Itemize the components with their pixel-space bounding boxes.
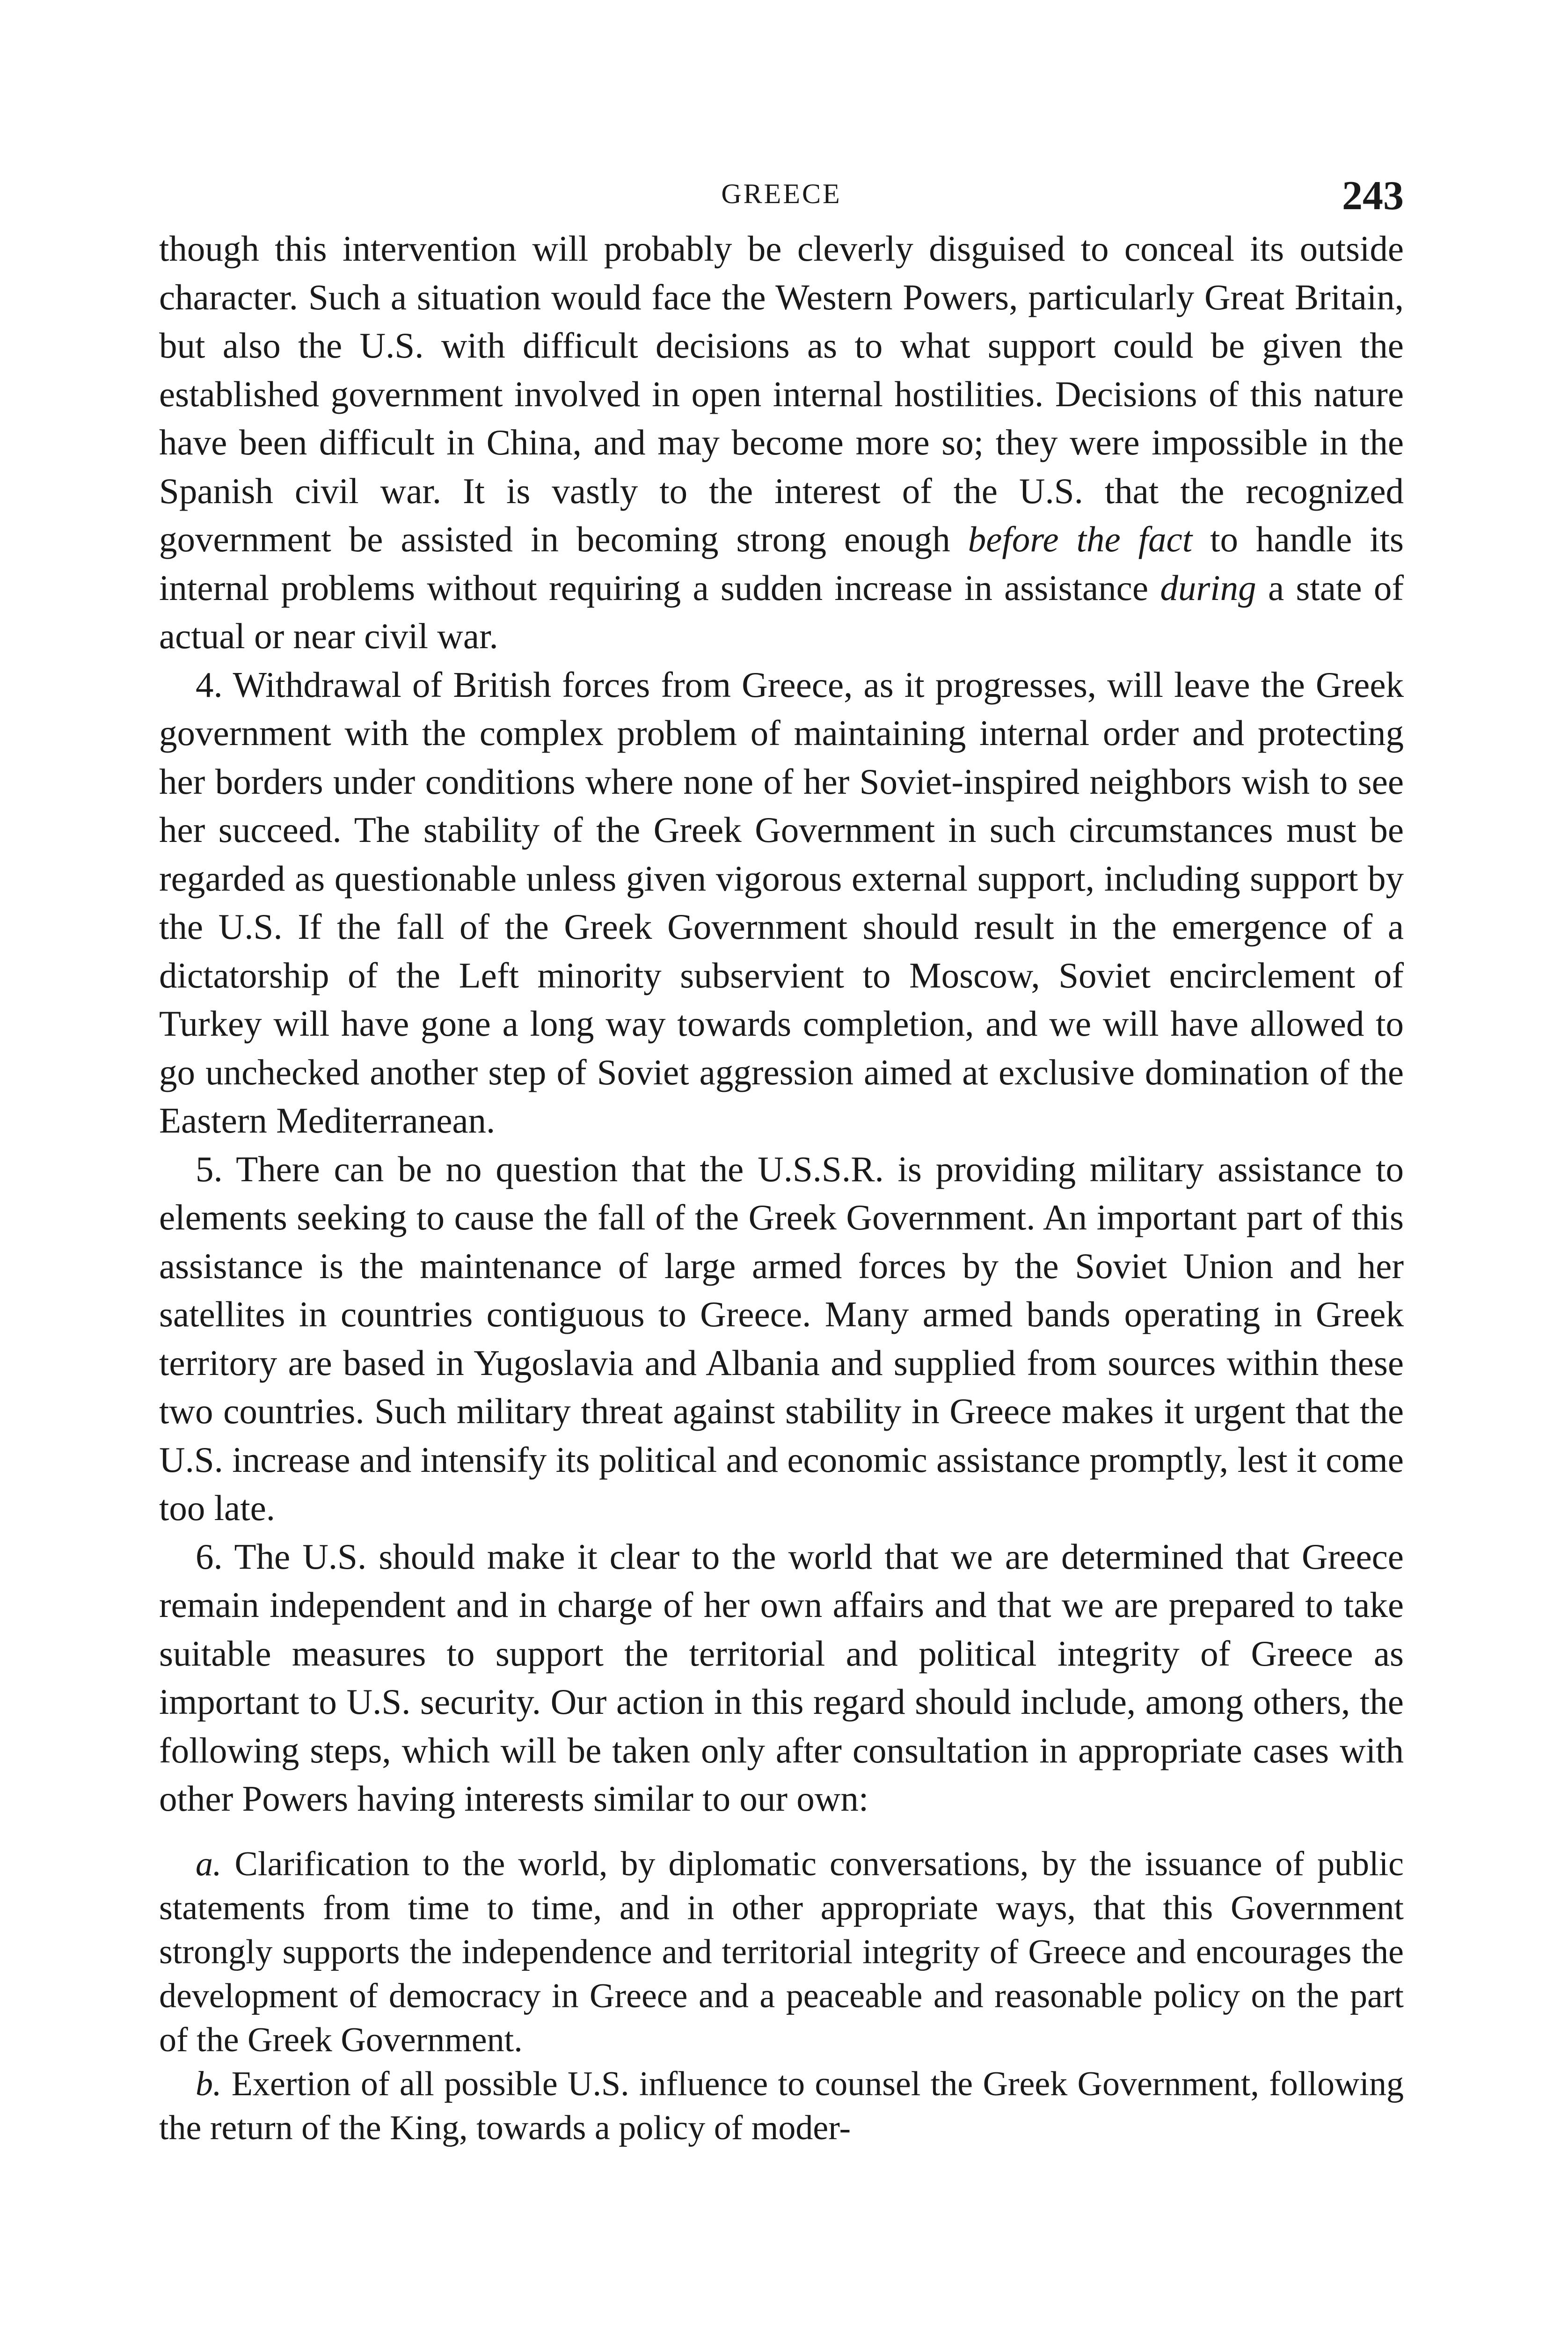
subitem-label: a. (196, 1844, 222, 1883)
paragraph-text: a state of actual or near civil war. (159, 567, 1404, 656)
paragraph-5: 5. There can be no question that the U.S.S.R. is providing military assistance to elements seeking to cause the fall of the Greek Government. An important part of this assistance is the maintenance of large armed forces by the Soviet Union and her satellites in countries contiguous to Greece. Many armed bands operating in Greek territory are based in Yugoslavia and Albania and supplied from sources within these two countries. Such military threat against stability in Greece makes it urgent that the U.S. increase and intensify its political and economic assistance promptly, lest it come too late. (159, 1148, 1404, 1528)
body-text (159, 225, 1404, 1823)
subitem-list (159, 1842, 1404, 2150)
subitem-label: b. (196, 2064, 222, 2103)
paragraph-text: to handle its internal problems without requiring a sudden increase in assistance (159, 519, 1404, 608)
paragraph-4: 4. Withdrawal of British forces from Greece, as it progresses, will leave the Greek government with the complex problem of maintaining internal order and protecting her borders under conditions where none of her Soviet-inspired neighbors wish to see her succeed. The stability of the Greek Government in such circumstances must be regarded as questionable unless given vigorous external support, including support by the U.S. If the fall of the Greek Government should result in the emergence of a dictatorship of the Left minority subservient to Moscow, Soviet encirclement of Turkey will have gone a long way towards completion, and we will have allowed to go unchecked another step of Soviet aggression aimed at exclusive domination of the Eastern Mediterranean. (159, 664, 1404, 1141)
paragraph-continued (159, 225, 1404, 661)
subitem-text: Clarification to the world, by diplomatic conversations, by the issuance of public statements from time to time, and in other appropriate ways, that this Government strongly supports the independence and territorial integrity of Greece and encourages the development of democracy in Greece and a peaceable and reasonable policy on the part of the Greek Government. (159, 1844, 1404, 2059)
italic-phrase: before the fact (968, 519, 1193, 559)
page-number: 243 (1342, 173, 1404, 219)
italic-phrase: during (1160, 567, 1256, 608)
paragraph-6: 6. The U.S. should make it clear to the world that we are determined that Greece remain independent and in charge of her own affairs and that we are prepared to take suitable measures to support the territorial and political integrity of Greece as important to U.S. security. Our action in this regard should include, among others, the following steps, which will be taken only after consultation in appropriate cases with other Powers having interests similar to our own: (159, 1536, 1404, 1819)
running-title: GREECE (721, 178, 842, 209)
subitem-b (159, 2062, 1404, 2150)
paragraph-text: though this intervention will probably be cleverly disguised to conceal its outside character. Such a situation would face the Western Powers, particularly Great Britain, but also the U.S. with difficult decisions as to what support could be given the established government involved in open internal hostilities. Decisions of this nature have been difficult in China, and may become more so; they were impossible in the Spanish civil war. It is vastly to the interest of the U.S. that the recognized government be assisted in becoming strong enough (159, 228, 1404, 559)
subitem-text: Exertion of all possible U.S. influence to counsel the Greek Government, following the return of the King, towards a policy of moder- (159, 2064, 1404, 2147)
running-head (159, 173, 1404, 225)
document-page (159, 173, 1404, 2150)
subitem-a (159, 1842, 1404, 2062)
